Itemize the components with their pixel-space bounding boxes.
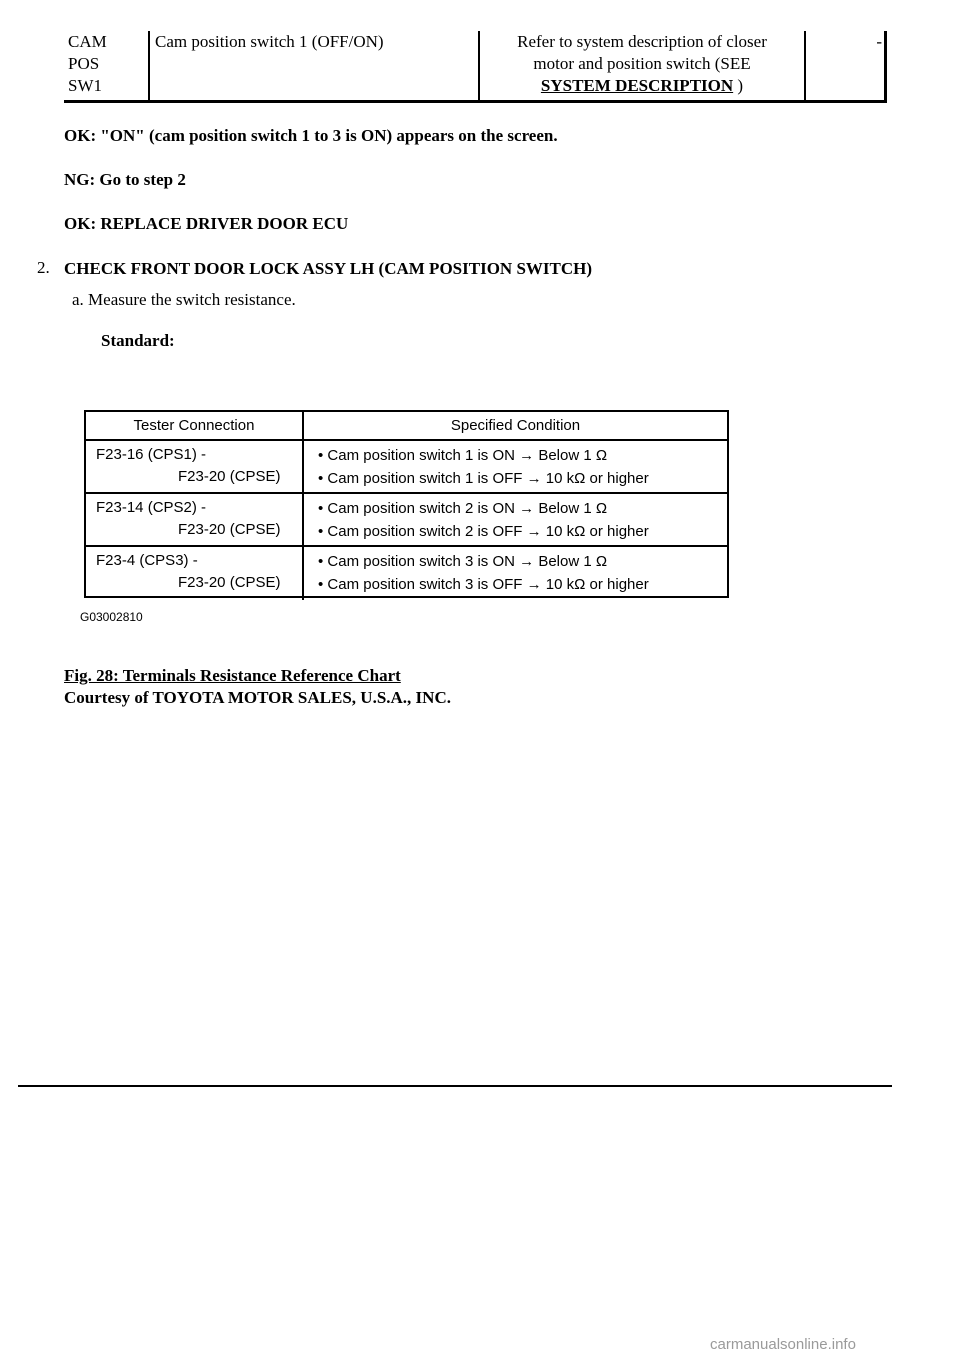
diagnostic-text: - <box>876 32 882 51</box>
ok-screen-text: OK: "ON" (cam position switch 1 to 3 is ON) appears on the screen. <box>64 126 558 145</box>
header-tester-connection: Tester Connection <box>133 417 255 434</box>
description-cell <box>148 31 478 100</box>
step-title: CHECK FRONT DOOR LOCK ASSY LH (CAM POSITION SWITCH) <box>64 259 593 278</box>
resistance-chart-figure <box>80 410 730 630</box>
specified-condition-cell <box>302 441 727 492</box>
specified-condition-cell <box>302 547 727 600</box>
resistance-table <box>84 410 729 598</box>
connection-ground: F23-20 (CPSE) <box>178 574 281 591</box>
diagnostic-cell <box>804 31 884 100</box>
system-description-link[interactable]: SYSTEM DESCRIPTION <box>540 76 734 95</box>
reference-line-2: motor and position switch (SEE <box>533 54 751 73</box>
page-divider <box>18 1085 892 1087</box>
connection-terminal: F23-14 (CPS2) - <box>96 499 207 516</box>
substep-a: a. Measure the switch resistance. <box>72 290 296 309</box>
tester-connection-cell <box>96 497 296 541</box>
reference-line-1: Refer to system description of closer <box>517 32 767 51</box>
table-row <box>86 441 727 494</box>
table-row <box>86 547 727 600</box>
step-number: 2. <box>37 258 50 277</box>
ok-replace-text: OK: REPLACE DRIVER DOOR ECU <box>64 214 349 233</box>
tester-connection-cell <box>96 444 296 488</box>
header-specified-condition: Specified Condition <box>302 412 727 439</box>
connection-terminal: F23-4 (CPS3) - <box>96 552 198 569</box>
condition-on: • Cam position switch 1 is ON → Below 1 Ω <box>318 447 608 464</box>
figure-caption-title[interactable]: Fig. 28: Terminals Resistance Reference Chart <box>64 666 401 685</box>
signal-line-2: POS <box>68 54 100 73</box>
condition-off: • Cam position switch 1 is OFF → 10 kΩ or higher <box>318 470 649 487</box>
ng-step-text: NG: Go to step 2 <box>64 170 186 189</box>
top-table-row <box>64 31 887 103</box>
reference-line-3 <box>480 75 804 97</box>
reference-close-paren: ) <box>733 76 744 95</box>
signal-name-cell <box>64 31 148 100</box>
connection-ground: F23-20 (CPSE) <box>178 468 281 485</box>
condition-on: • Cam position switch 2 is ON → Below 1 Ω <box>318 500 608 517</box>
condition-on: • Cam position switch 3 is ON → Below 1 Ω <box>318 553 608 570</box>
connection-terminal: F23-16 (CPS1) - <box>96 446 207 463</box>
connection-ground: F23-20 (CPSE) <box>178 521 281 538</box>
condition-off: • Cam position switch 3 is OFF → 10 kΩ or higher <box>318 576 649 593</box>
table-row <box>86 494 727 547</box>
footer-watermark: carmanualsonline.info <box>710 1336 856 1353</box>
description-text: Cam position switch 1 (OFF/ON) <box>155 32 384 51</box>
signal-line-1: CAM <box>68 32 107 51</box>
tester-connection-cell <box>96 550 296 594</box>
specified-condition-cell <box>302 494 727 545</box>
standard-label: Standard: <box>101 331 175 350</box>
resistance-table-header <box>86 412 727 441</box>
signal-line-3: SW1 <box>68 76 102 95</box>
reference-cell <box>478 31 804 100</box>
figure-id: G03002810 <box>80 610 143 624</box>
figure-courtesy: Courtesy of TOYOTA MOTOR SALES, U.S.A., INC. <box>64 688 451 707</box>
condition-off: • Cam position switch 2 is OFF → 10 kΩ or higher <box>318 523 649 540</box>
